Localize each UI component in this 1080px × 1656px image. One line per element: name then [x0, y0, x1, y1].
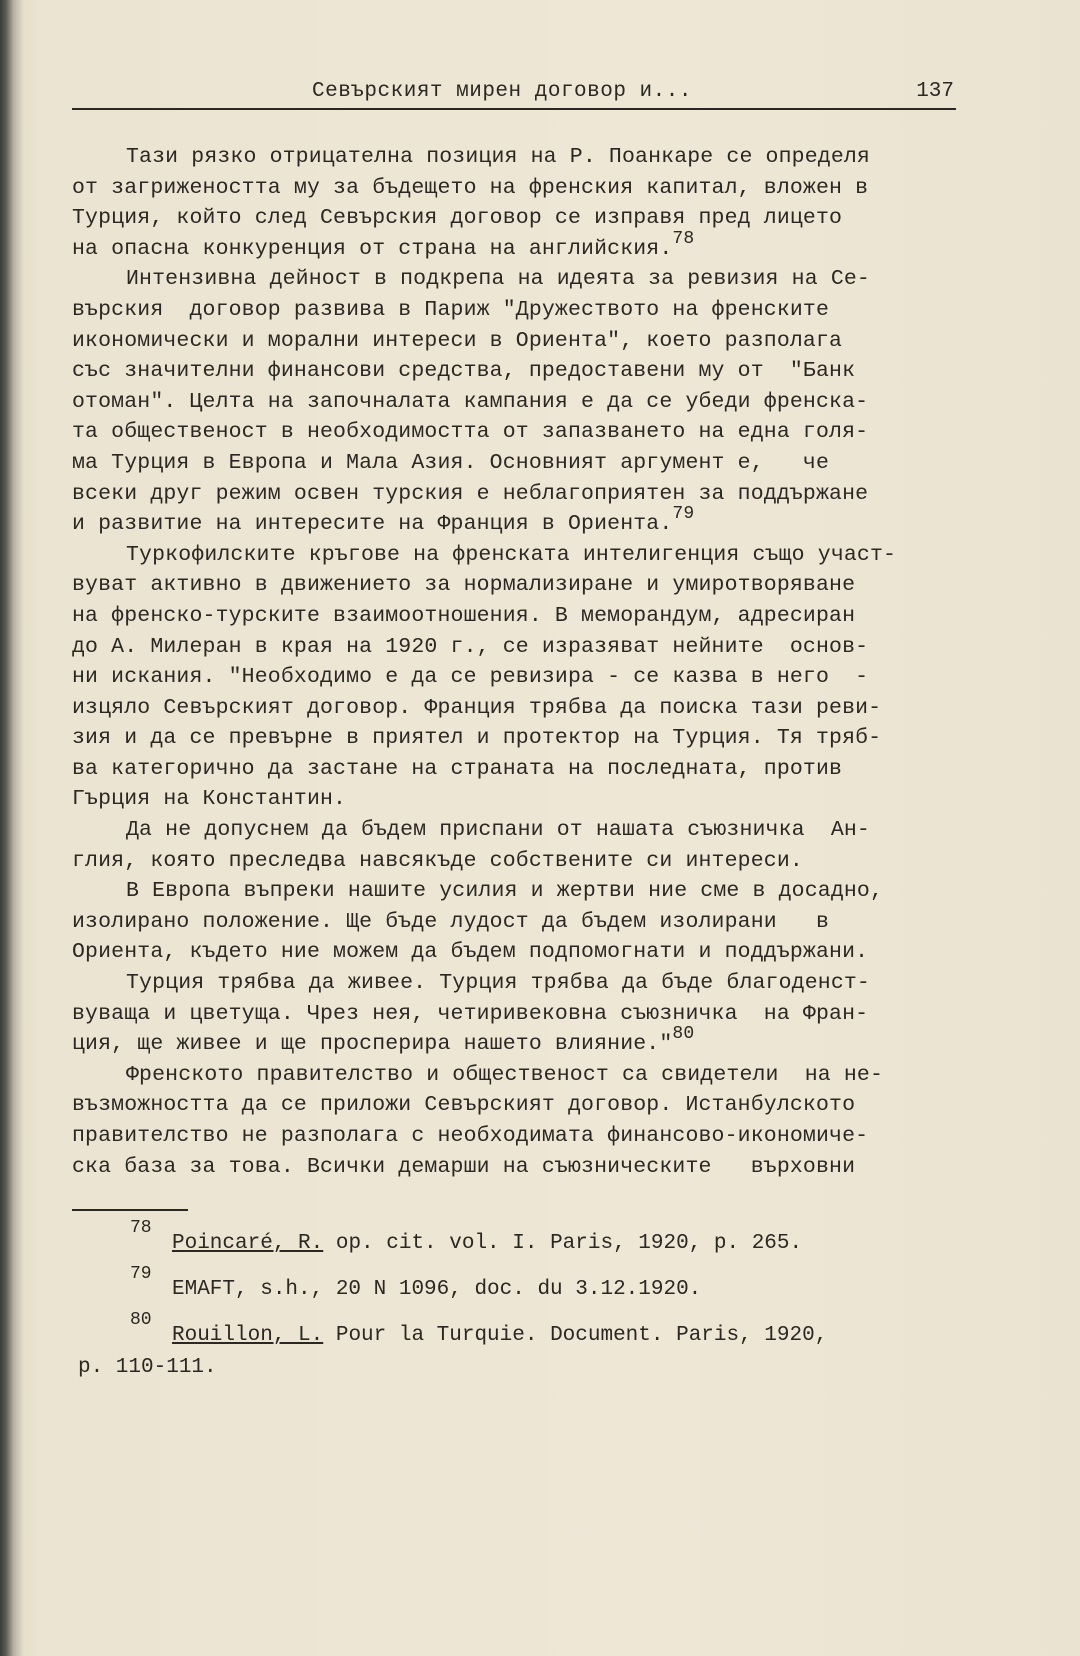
- text-line-content: изцяло Севърският договор. Франция трябва да поиска тази реви-: [72, 695, 882, 720]
- text-line-content: правителство не разполага с необходимата финансово-икономиче-: [72, 1124, 869, 1148]
- text-line: [72, 632, 962, 663]
- text-line: [72, 1121, 962, 1152]
- text-line: [72, 417, 962, 448]
- text-line: [72, 754, 962, 785]
- text-line-content: зия и да се превърне в приятел и протектор на Турция. Тя тряб-: [72, 726, 882, 751]
- text-line: [72, 203, 962, 234]
- text-line-content: от загрижеността му за бъдещето на френския капитал, вложен в: [72, 175, 869, 200]
- text-line-content: възможността да се приложи Севърският договор. Истанбулското: [72, 1093, 856, 1118]
- text-line-content: ва категорично да застане на страната на последната, против: [72, 756, 843, 781]
- footnote-continuation: p. 110-111.: [78, 1356, 217, 1379]
- text-line: [72, 601, 962, 632]
- text-line-content: Френското правителство и общественост са свидетели на не-: [126, 1062, 884, 1087]
- text-line-content: В Европа въпреки нашите усилия и жертви ние сме в досадно,: [126, 879, 884, 904]
- text-line: [72, 228, 962, 265]
- footnote-number: 79: [130, 1264, 152, 1284]
- text-line: [72, 723, 962, 754]
- text-line-content: Турция, който след Севърския договор се изправя пред лицето: [72, 206, 843, 231]
- text-line-content: Да не допуснем да бъдем приспани от нашата съюзничка Ан-: [126, 818, 870, 843]
- running-header: [72, 78, 956, 110]
- text-line: [72, 662, 962, 693]
- footnote-separator: [72, 1209, 188, 1211]
- text-line: [72, 326, 962, 357]
- footnote-reference[interactable]: 79: [672, 503, 695, 524]
- footnote-citation: EMAFT, s.h., 20 N 1096, doc. du 3.12.1920.: [172, 1278, 702, 1301]
- footnote-reference[interactable]: 80: [672, 1024, 695, 1045]
- text-line-content: глия, която преследва навсякъде собствените си интереси.: [72, 848, 803, 873]
- footnote: [72, 1264, 962, 1310]
- body-text: [72, 142, 962, 1182]
- text-line-content: Туркофилските кръгове на френската интелигенция също участ-: [126, 542, 897, 567]
- page-number: 137: [916, 80, 954, 103]
- text-line: [72, 1060, 962, 1091]
- footnote: [72, 1310, 962, 1356]
- text-line: [72, 479, 962, 510]
- text-line-content: та общественост в необходимостта от запазването на една голя-: [72, 420, 869, 445]
- text-line: [72, 356, 962, 387]
- text-line-content: Тази рязко отрицателна позиция на Р. Поанкаре се определя: [126, 145, 870, 169]
- footnote-text: [172, 1232, 802, 1255]
- text-line: [72, 570, 962, 601]
- text-line-content: на опасна конкуренция от страна на английския.: [72, 236, 673, 261]
- footnote: [72, 1218, 962, 1264]
- text-line-content: и развитие на интересите на Франция в Ориента.: [72, 512, 673, 537]
- text-line: [72, 968, 962, 999]
- text-line: [72, 448, 962, 479]
- text-line: [72, 876, 962, 907]
- footnote-author: Poincaré, R.: [172, 1232, 324, 1255]
- text-line-content: Ориента, където ние можем да бъдем подпомогнати и поддържани.: [72, 940, 869, 965]
- footnote-reference[interactable]: 78: [672, 228, 695, 249]
- footnote-citation: op. cit. vol. I. Paris, 1920, p. 265.: [323, 1232, 803, 1255]
- text-line-content: ска база за това. Всички демарши на съюзническите върховни: [72, 1154, 856, 1179]
- text-line: [72, 503, 962, 540]
- footnote-text: [172, 1324, 827, 1347]
- text-line: [72, 540, 962, 571]
- text-line: [72, 264, 962, 295]
- text-line-content: Гърция на Константин.: [72, 787, 347, 812]
- text-line: [72, 1152, 962, 1183]
- text-line: [72, 142, 962, 173]
- text-line: [72, 784, 962, 815]
- text-line: [72, 846, 962, 877]
- text-line: [72, 173, 962, 204]
- footnote-number: 80: [130, 1310, 152, 1330]
- text-line-content: ция, ще живее и ще просперира нашето влияние.": [72, 1032, 673, 1057]
- text-line: [72, 295, 962, 326]
- text-line: [72, 693, 962, 724]
- text-line: [72, 907, 962, 938]
- text-line: [72, 1024, 962, 1060]
- text-line-content: икономически и морални интереси в Ориента", което разполага: [72, 328, 843, 353]
- text-line-content: всеки друг режим освен турския е неблагоприятен за поддържане: [72, 481, 869, 506]
- text-line: [72, 937, 962, 968]
- text-line-content: ни искания. "Необходимо е да се ревизира - се казва в него -: [72, 665, 869, 690]
- text-line-content: Турция трябва да живее. Турция трябва да бъде благоденст-: [126, 971, 870, 996]
- text-line: [72, 999, 962, 1030]
- text-line-content: Интензивна дейност в подкрепа на идеята за ревизия на Се-: [126, 267, 870, 292]
- text-line: [72, 815, 962, 846]
- footnote-author: Rouillon, L.: [172, 1324, 324, 1347]
- text-line-content: изолирано положение. Ще бъде лудост да бъдем изолирани в: [72, 909, 830, 934]
- text-line: [72, 1090, 962, 1121]
- text-line-content: до А. Милеран в края на 1920 г., се изразяват нейните основ-: [72, 634, 869, 659]
- text-line: [72, 387, 962, 418]
- running-header-title: Севърският мирен договор и...: [312, 80, 692, 103]
- text-line-content: вуваща и цветуща. Чрез нея, четиривековна съюзничка на Фран-: [72, 1001, 869, 1026]
- text-line-content: със значителни финансови средства, предоставени му от "Банк: [72, 359, 856, 384]
- footnote-citation: Pour la Turquie. Document. Paris, 1920,: [323, 1324, 828, 1347]
- footnote-number: 78: [130, 1218, 152, 1238]
- text-line-content: ма Турция в Европа и Мала Азия. Основният аргумент е, че: [72, 450, 830, 475]
- footnotes: [72, 1218, 962, 1388]
- text-line-content: върския договор развива в Париж "Дружеството на френските: [72, 297, 830, 322]
- text-line-content: вуват активно в движението за нормализиране и умиротворяване: [72, 573, 856, 598]
- text-line-content: отоман". Целта на започналата кампания е да се убеди френска-: [72, 389, 869, 414]
- text-line-content: на френско-турските взаимоотношения. В меморандум, адресиран: [72, 603, 856, 628]
- footnote-text: [172, 1278, 701, 1301]
